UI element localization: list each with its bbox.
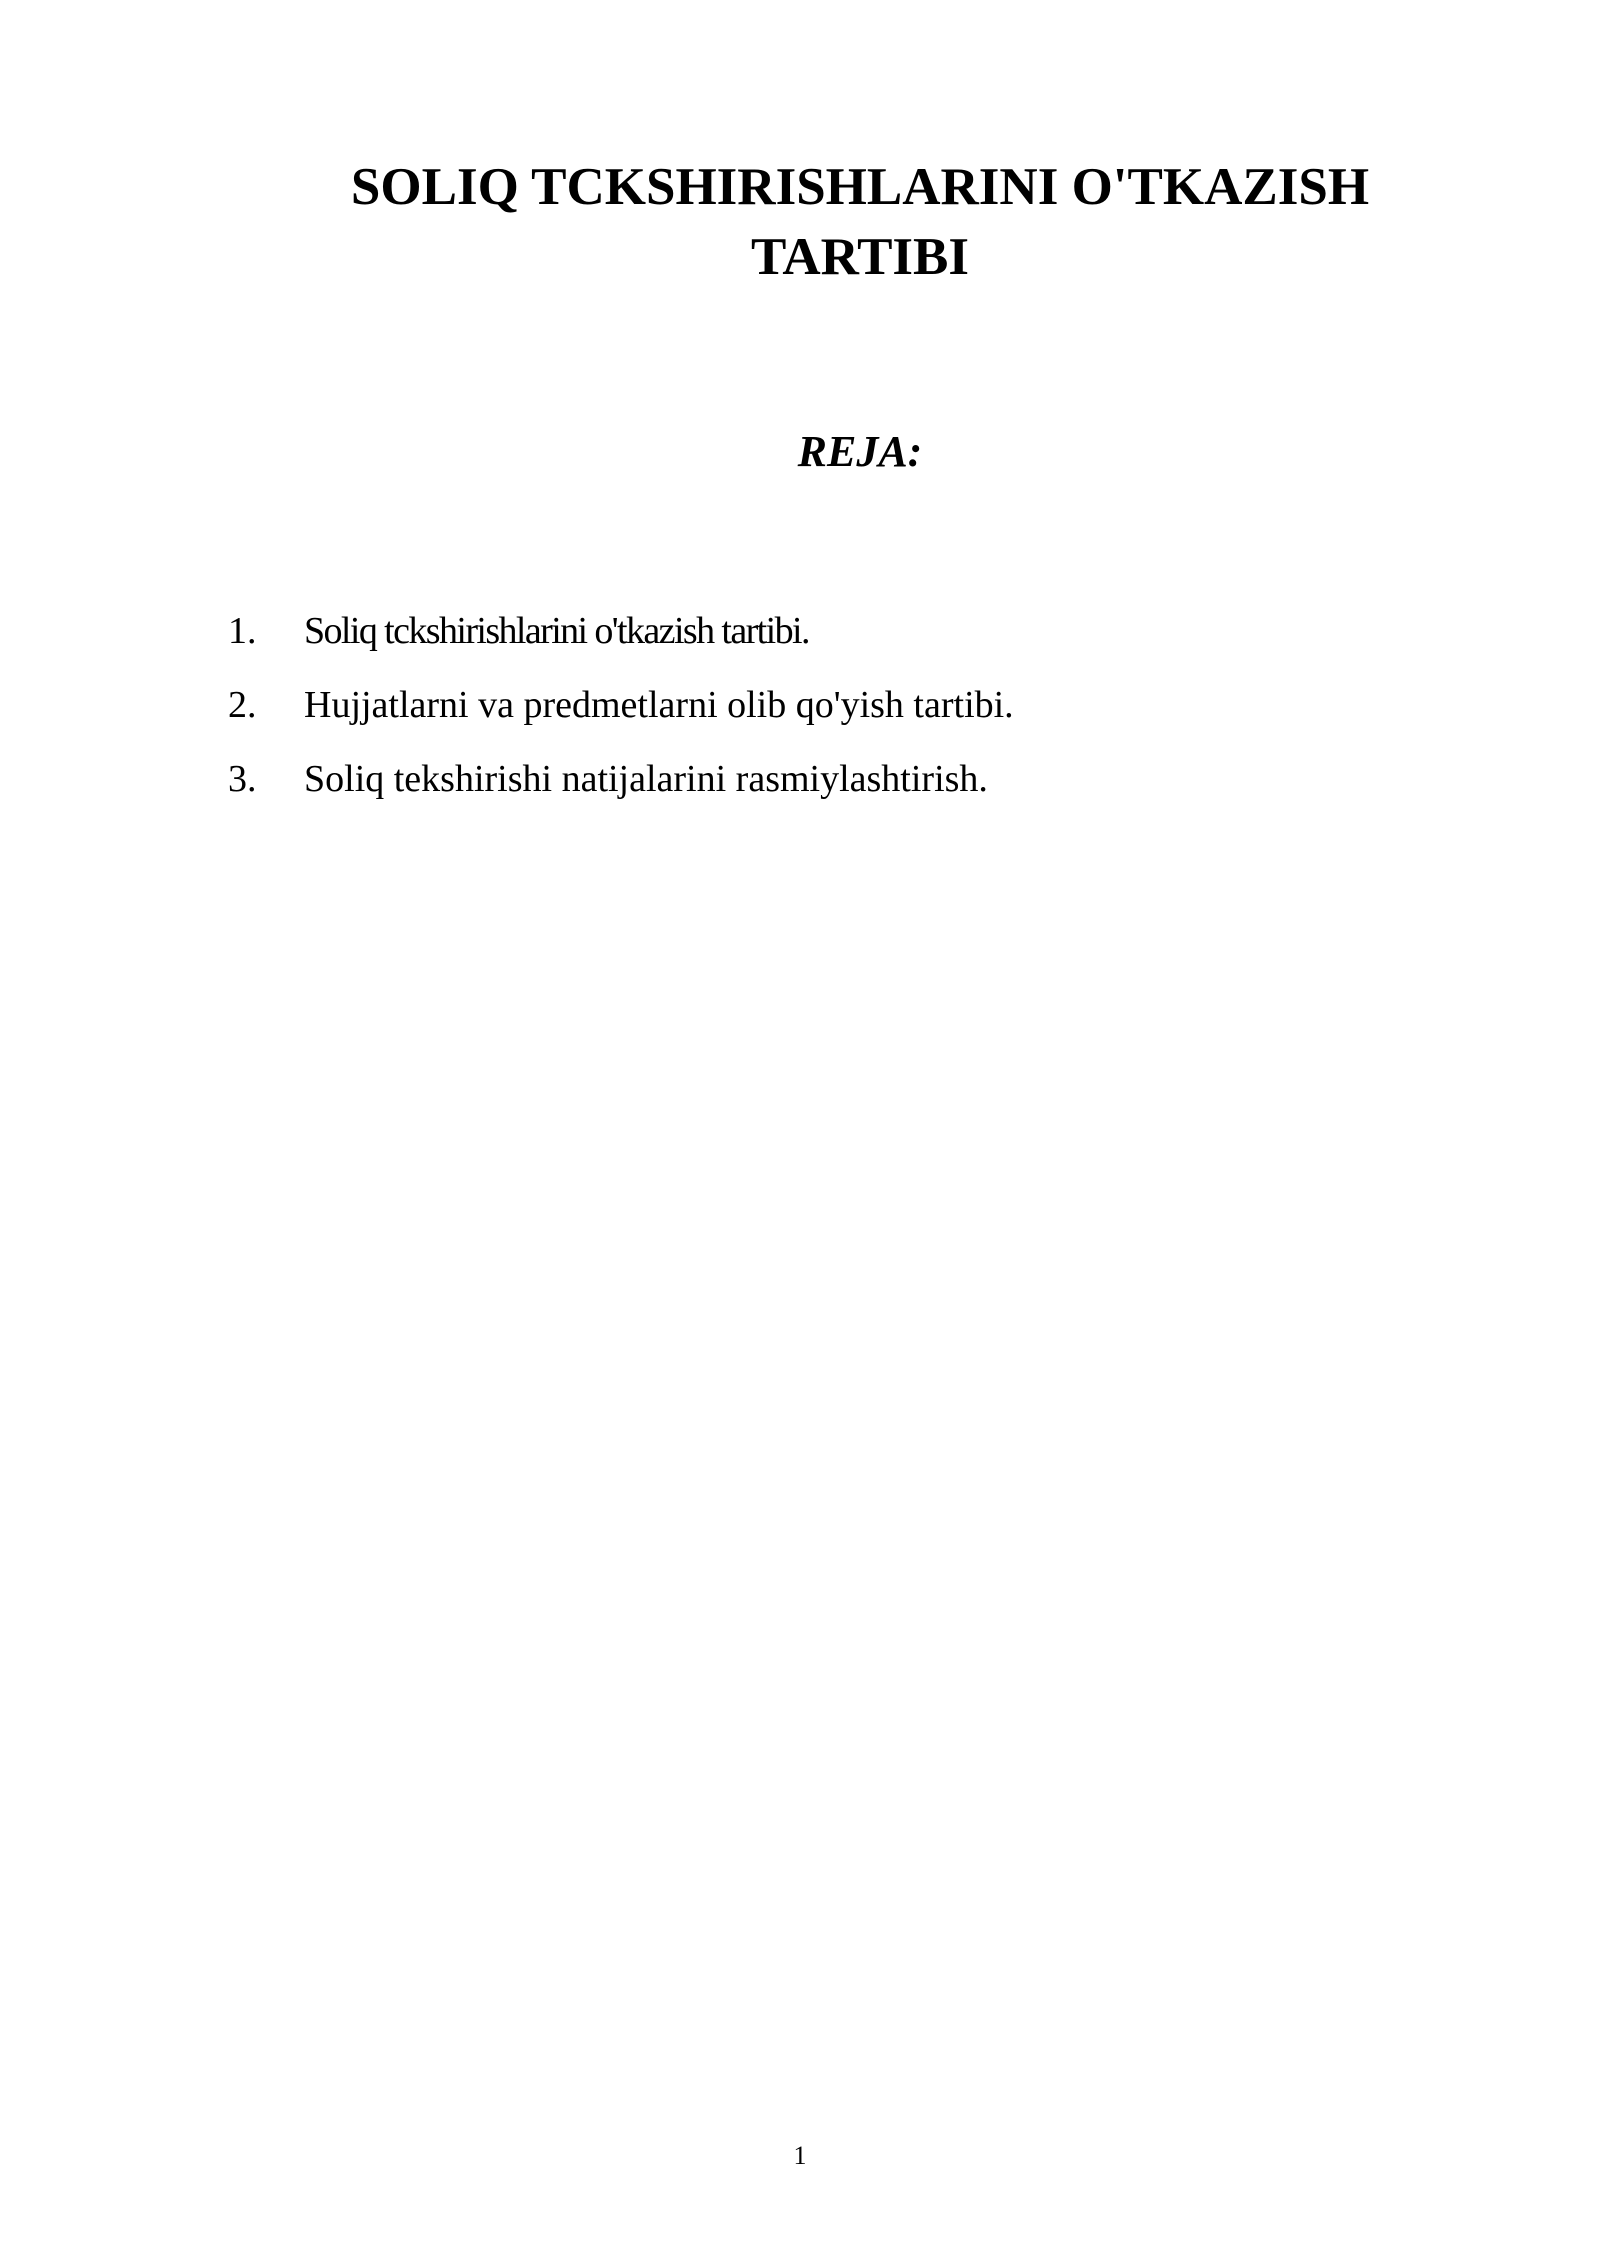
page-number: 1 [793, 2141, 807, 2170]
plan-item-1 [0, 604, 1600, 678]
plan-item-number: 1. [228, 610, 257, 652]
plan-item-text: Soliq tckshirishlarini o'tkazish tartibi. [304, 610, 809, 652]
plan-item-text: Soliq tekshirishi natijalarini rasmiylashtirish. [304, 758, 988, 800]
plan-item-text: Hujjatlarni va predmetlarni olib qo'yish tartibi. [304, 684, 1014, 726]
plan-item-2 [0, 678, 1600, 752]
plan-list [0, 604, 1600, 826]
plan-item-number: 2. [228, 684, 257, 726]
plan-item-3 [0, 752, 1600, 826]
plan-item-number: 3. [228, 758, 257, 800]
plan-heading: REJA: [797, 427, 923, 476]
page-title: SOLIQ TCKSHIRISHLARINI O'TKAZISH TARTIBI [350, 158, 1370, 286]
